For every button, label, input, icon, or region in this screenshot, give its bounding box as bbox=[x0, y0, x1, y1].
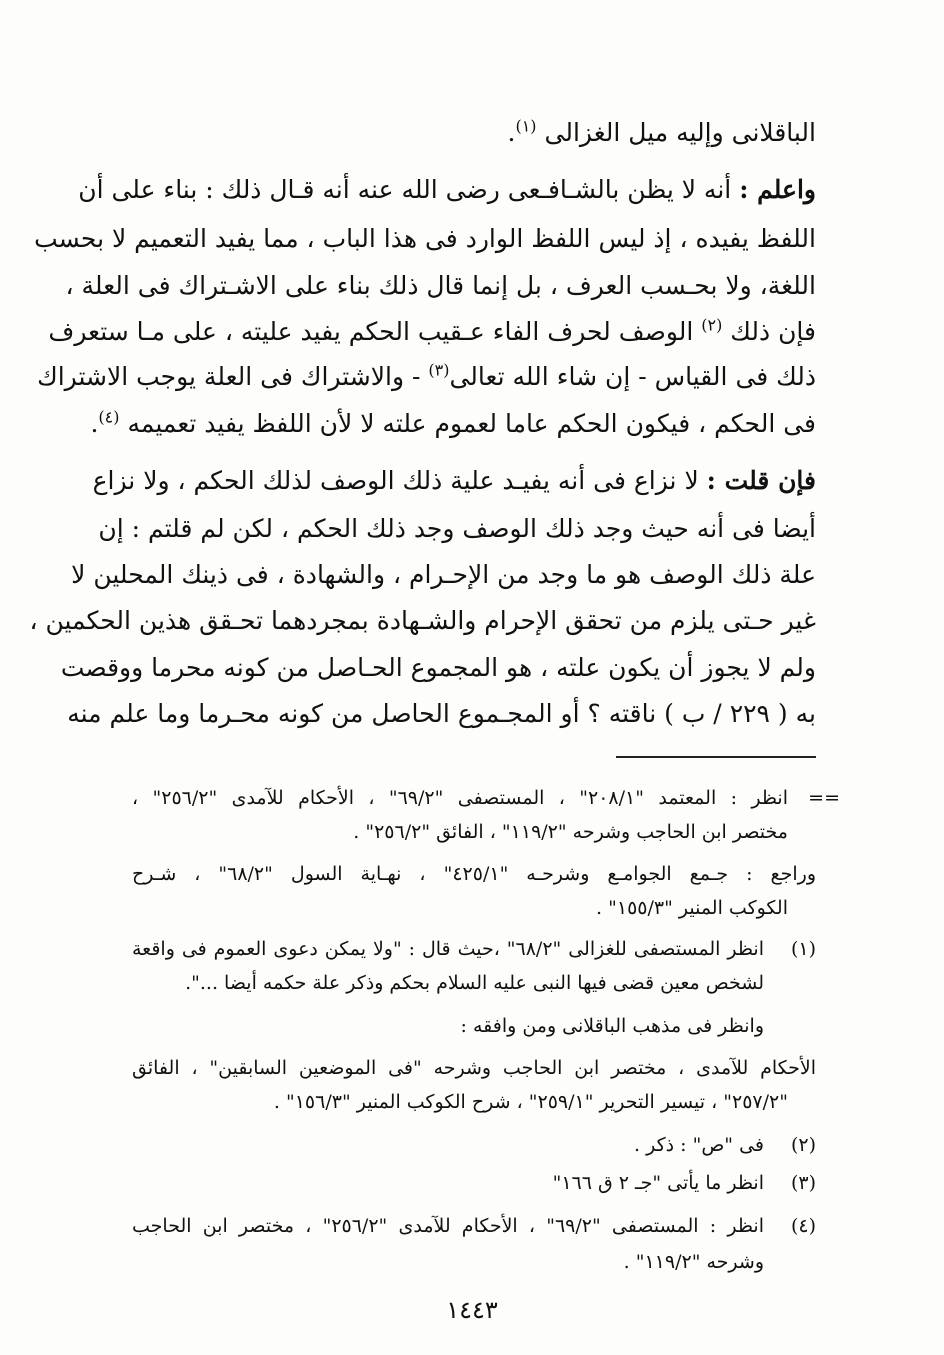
text: الوصف لحرف الفاء عـقيب الحكم يفيد عليته ، على مـا ستعرف bbox=[48, 317, 694, 346]
paragraph-2-line-1 bbox=[92, 461, 816, 501]
lead-word: فإن قلت : bbox=[706, 466, 816, 495]
text: فى الحكم ، فيكون الحكم عاما لعموم علته لا لأن اللفظ يفيد تعميمه bbox=[127, 409, 816, 438]
paragraph-1-line-1 bbox=[78, 170, 816, 210]
footnote-1-label: (١) bbox=[790, 938, 816, 960]
footnote-continuation-line-4: الكوكب المنير "١٥٥/٣" . bbox=[596, 897, 788, 919]
footnote-3-label: (٣) bbox=[790, 1172, 816, 1194]
text: . bbox=[507, 118, 516, 147]
footnote-separator bbox=[616, 756, 816, 758]
footnote-ref: (٣) bbox=[428, 360, 450, 380]
paragraph-1-line-2: اللفظ يفيده ، إذ ليس اللفظ الوارد فى هذا الباب ، مما يفيد التعميم لا بحسب bbox=[34, 224, 816, 253]
paragraph-1-line-5 bbox=[37, 357, 816, 397]
footnote-2-line-1: فى "ص" : ذكر . bbox=[634, 1134, 764, 1156]
text: . bbox=[90, 409, 99, 438]
footnote-4-label: (٤) bbox=[790, 1215, 816, 1237]
footnote-4-line-2: وشرحه "١١٩/٢" . bbox=[623, 1251, 764, 1273]
footnote-1-line-5: "٢٥٧/٢" ، تيسير التحرير "٢٥٩/١" ، شرح الكوكب المنير "١٥٦/٣" . bbox=[273, 1091, 788, 1113]
footnote-1-line-3: وانظر فى مذهب الباقلانى ومن وافقه : bbox=[460, 1015, 764, 1037]
footnote-1-line-1: انظر المستصفى للغزالى "٦٨/٢" ،حيث قال : "ولا يمكن دعوى العموم فى واقعة bbox=[132, 938, 764, 960]
paragraph-1-line-3: اللغة، ولا بحـسب العرف ، بل إنما قال ذلك بناء على الاشـتراك فى العلة ، bbox=[65, 271, 816, 300]
footnote-continuation-line-2: مختصر ابن الحاجب وشرحه "١١٩/٢" ، الفائق "٢٥٦/٢" . bbox=[353, 821, 788, 843]
text: ذلك فى القياس - إن شاء الله تعالى bbox=[449, 362, 816, 391]
text: لا نزاع فى أنه يفيـد علية ذلك الوصف لذلك الحكم ، ولا نزاع bbox=[92, 466, 699, 495]
footnote-1-line-2: لشخص معين قضى فيها النبى عليه السلام بحكم وذكر علة حكمه أيضا ...". bbox=[185, 972, 764, 994]
footnote-ref: (٤) bbox=[98, 407, 120, 427]
text: الباقلانى وإليه ميل الغزالى bbox=[544, 118, 816, 147]
footnote-2-label: (٢) bbox=[790, 1134, 816, 1156]
paragraph-0-line-1 bbox=[126, 113, 816, 153]
paragraph-2-line-2: أيضا فى أنه حيث وجد ذلك الوصف وجد ذلك الحكم ، لكن لم قلتم : إن bbox=[98, 514, 816, 543]
lead-word: واعلم : bbox=[739, 175, 816, 204]
paragraph-2-line-5: ولم لا يجوز أن يكون علته ، هو المجموع الحـاصل من كونه محرما ووقصت bbox=[60, 653, 816, 682]
footnote-continuation-line-1: انظر : المعتمد "٢٠٨/١" ، المستصفى "٦٩/٢" ، الأحكام للآمدى "٢٥٦/٢" ، bbox=[132, 787, 788, 809]
paragraph-2-line-3: علة ذلك الوصف هو ما وجد من الإحـرام ، والشهادة ، فى ذينك المحلين لا bbox=[71, 560, 816, 589]
footnote-1-line-4: الأحكام للآمدى ، مختصر ابن الحاجب وشرحه "فى الموضعين السابقين" ، الفائق bbox=[132, 1057, 816, 1079]
text: أنه لا يظن بالشـافـعى رضى الله عنه أنه قـال ذلك : بناء على أن bbox=[78, 175, 732, 204]
footnote-continuation-line-3: وراجع : جـمع الجوامـع وشرحـه "٤٢٥/١" ، نهـاية السول "٦٨/٢" ، شـرح bbox=[132, 863, 816, 885]
footnote-4-line-1: انظر : المستصفى "٦٩/٢" ، الأحكام للآمدى "٢٥٦/٢" ، مختصر ابن الحاجب bbox=[132, 1215, 764, 1237]
footnote-ref: (٢) bbox=[701, 315, 723, 335]
page-number: ١٤٤٣ bbox=[446, 1296, 498, 1324]
paragraph-2-line-6: به ( ٢٢٩ / ب ) ناقته ؟ أو المجـموع الحاصل من كونه محـرما وما علم منه bbox=[67, 699, 816, 728]
paragraph-2-line-4: غير حـتى يلزم من تحقق الإحرام والشـهادة بمجردهما تحـقق هذين الحكمين ، bbox=[29, 606, 816, 635]
paragraph-1-line-6 bbox=[90, 404, 816, 444]
footnote-3-line-1: انظر ما يأتى "جـ ٢ ق ١٦٦" bbox=[552, 1172, 764, 1194]
paragraph-1-line-4 bbox=[48, 312, 816, 352]
text: - والاشتراك فى العلة يوجب الاشتراك bbox=[37, 362, 421, 391]
footnote-ref: (١) bbox=[515, 116, 537, 136]
footnote-continuation-marker: == bbox=[808, 787, 840, 809]
text: فإن ذلك bbox=[730, 317, 816, 346]
